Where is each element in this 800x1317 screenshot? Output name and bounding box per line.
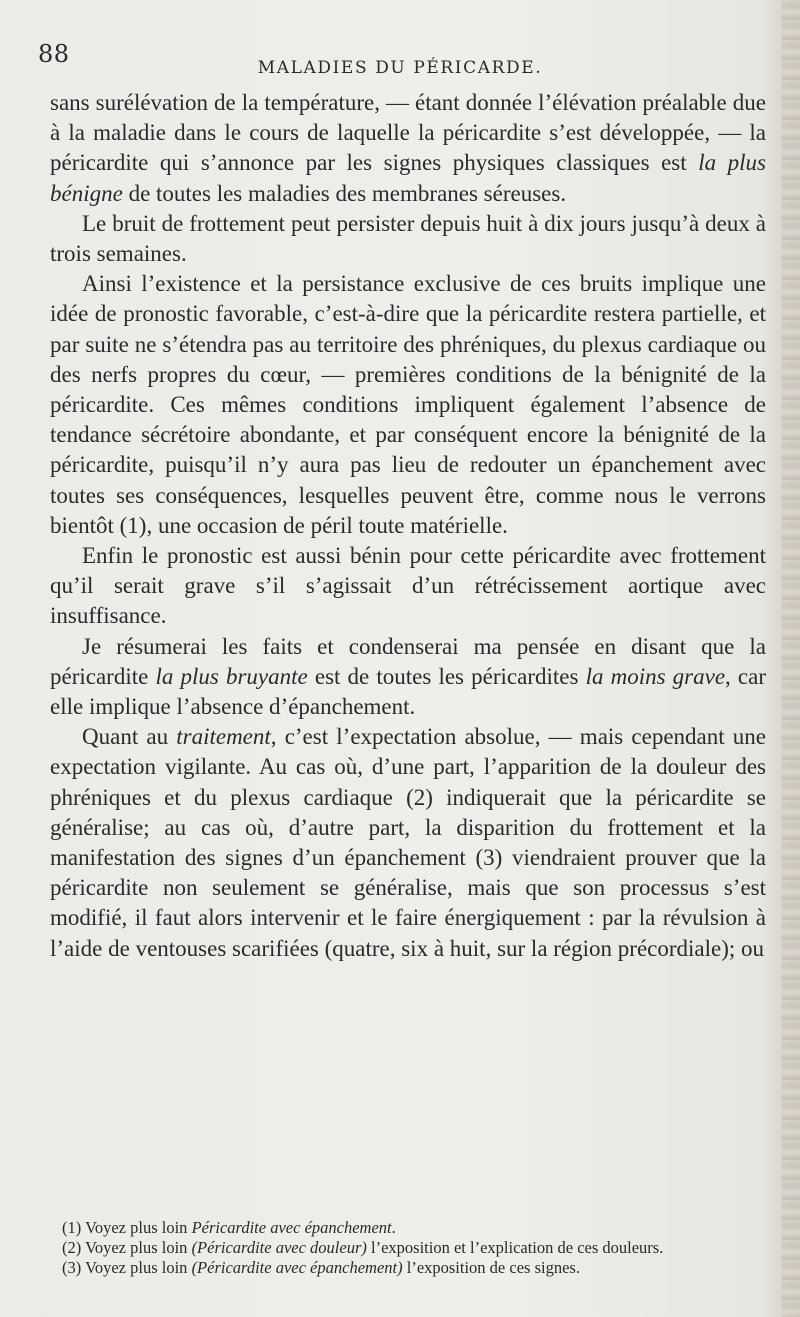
paragraph-6 [50, 722, 766, 964]
text-run: , c’est l’expectation absolue, — mais cependant une expectation vigilante. Au cas où, d’une part, l’apparition de la douleur des phréniques et du plexus cardiaque (2) indiquerait que la péricardite se généralise; au cas où, d’autre part, la disparition du frottement et la manifestation des signes d’un épanchement (3) viendraient prouver que la péricardite non seulement se généralise, mais que son processus s’est modifié, il faut alors intervenir et le faire énergiquement : par la révulsion à l’aide de ventouses scarifiées (quatre, six à huit, sur la région précordiale); ou [50, 724, 766, 961]
italic-run: (Péricardite avec épanchement) [191, 1258, 403, 1277]
body-text [50, 88, 766, 964]
paragraph-2: Le bruit de frottement peut persister depuis huit à dix jours jusqu’à deux à trois semaines. [50, 210, 766, 267]
footnote-2 [50, 1238, 766, 1258]
text-run: l’exposition et l’explication de ces douleurs. [366, 1238, 664, 1257]
italic-run: Péricardite avec épanchement [191, 1218, 392, 1237]
text-run: , car elle implique l’absence d’épanchement. [50, 663, 767, 720]
paragraph-1 [50, 88, 766, 209]
paragraph-3: Ainsi l’existence et la persistance exclusive de ces bruits implique une idée de pronostic favorable, c’est-à-dire que la péricardite restera partielle, et par suite ne s’étendra pas au territoire des phréniques, du plexus cardiaque ou des nerfs propres du cœur, — premières conditions de la bénignité de la péricardite. Ces mêmes conditions impliquent également l’absence de tendance sécrétoire abondante, et par conséquent encore la bénignité de la péricardite, puisqu’il n’y aura pas lieu de redouter un épanchement avec toutes ses conséquences, lesquelles peuvent être, comme nous le verrons bientôt (1), une occasion de péril toute matérielle. [50, 271, 766, 538]
text-run: sans surélévation de la température, — étant donnée l’élévation préalable due à la maladie dans le cours de laquelle la péricardite s’est développée, — la péricardite qui s’annonce par les signes physiques classiques est [50, 90, 766, 176]
page-edge [782, 0, 800, 1317]
text-run: Quant au [82, 724, 177, 750]
page-number: 88 [38, 40, 70, 68]
italic-run: la moins grave [585, 663, 726, 689]
running-head: MALADIES DU PÉRICARDE. [257, 58, 543, 78]
text-run: (3) Voyez plus loin [62, 1258, 192, 1277]
italic-run: la plus bruyante [155, 663, 308, 689]
text-run: (2) Voyez plus loin [62, 1238, 192, 1257]
text-run: . [391, 1218, 396, 1237]
text-run: (1) Voyez plus loin [62, 1218, 192, 1237]
italic-run: la plus bénigne [50, 150, 766, 206]
italic-run: traitement [176, 724, 271, 750]
footnote-1 [50, 1218, 766, 1238]
footnotes [50, 1218, 766, 1278]
footnote-3 [50, 1258, 766, 1278]
italic-run: (Péricardite avec douleur) [191, 1238, 367, 1257]
paragraph-5 [50, 632, 766, 723]
text-run: est de toutes les péricardites [307, 663, 586, 689]
text-run: l’exposition de ces signes. [402, 1258, 580, 1277]
text-run: Je résumerai les faits et condenserai ma pensée en disant que la péricardite [50, 633, 766, 689]
text-run: de toutes les maladies des membranes séreuses. [122, 180, 567, 206]
paragraph-4: Enfin le pronostic est aussi bénin pour cette péricardite avec frottement qu’il serait grave s’il s’agissait d’un rétrécissement aortique avec insuffisance. [50, 543, 766, 629]
